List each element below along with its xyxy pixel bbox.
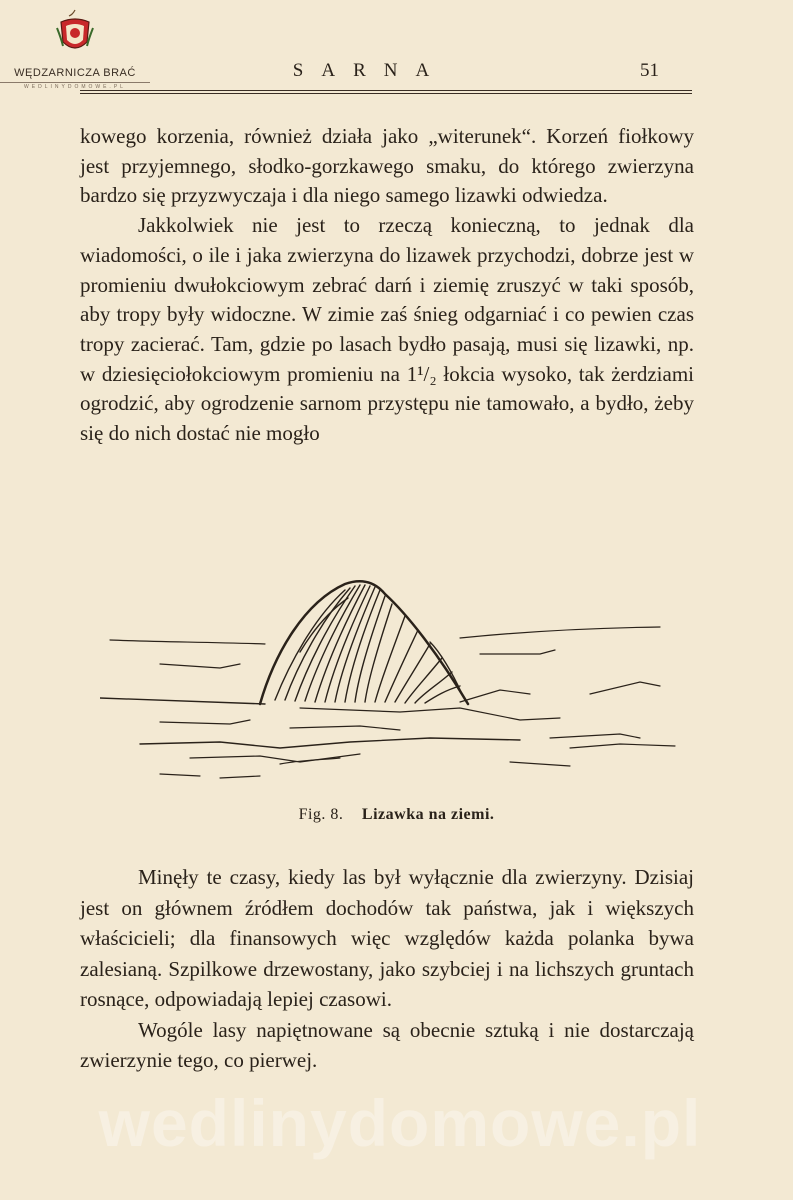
paragraph: kowego korzenia, również działa jako „witerunek“. Korzeń fiołkowy jest przyjemnego, słodko-gorzkawego smaku, do którego zwierzyna bardzo się przyzwyczaja i dla niego samego lizawki odwiedza. [80, 124, 694, 208]
brand-url: WEDLINYDOMOWE.PL [24, 84, 126, 90]
crest-icon [55, 8, 95, 58]
figure-caption [0, 806, 793, 824]
running-title: SARNA [292, 60, 448, 81]
paragraph: Jakkolwiek nie jest to rzeczą konieczną, to jednak dla wiadomości, o ile i jaka zwierzyna do lizawek przychodzi, dobrze jest w promieniu dwułokciowym zebrać darń i ziemię zruszyć w taki sposób, aby tropy były widoczne. W zimie zaś śnieg odgarniać i co pewien czas tropy zacierać. Tam, gdzie po lasach bydło pasają, musi się lizawki, np. w dziesięciołokciowym promieniu na 1¹/₂ łokcia wysoko, tak żerdziami ogrodzić, aby ogrodzenie sarnom przystępu nie tamowało, a bydło, żeby się do nich dostać nie mogło [80, 213, 694, 446]
page-number: 51 [640, 60, 659, 81]
figure-illustration [100, 572, 690, 792]
brand-divider [0, 82, 150, 83]
text-block-top [80, 122, 694, 449]
watermark: wedlinydomowe.pl [98, 1086, 702, 1160]
header-rule [80, 90, 692, 94]
salt-lick-mound-illustration [100, 572, 690, 792]
figure-caption-text: Lizawka na ziemi. [361, 806, 495, 823]
paragraph: Minęły te czasy, kiedy las był wyłącznie dla zwierzyny. Dzisiaj jest on głównem źródłem dochodów tak państwa, jak i większych właścicieli; dla finansowych więc względów każda polanka bywa zalesianą. Szpilkowe drzewostany, jako szybciej i na lichszych gruntach rosnące, odpowiadają lepiej czasowi. [80, 865, 694, 1011]
brand-name: WĘDZARNICZA BRAĆ [14, 67, 136, 79]
paragraph: Wogóle lasy napiętnowane są obecnie sztuką i nie dostarczają zwierzynie tego, co pierwej. [80, 1017, 694, 1072]
text-block-bottom [80, 862, 694, 1076]
figure-number: Fig. 8. [298, 806, 344, 823]
